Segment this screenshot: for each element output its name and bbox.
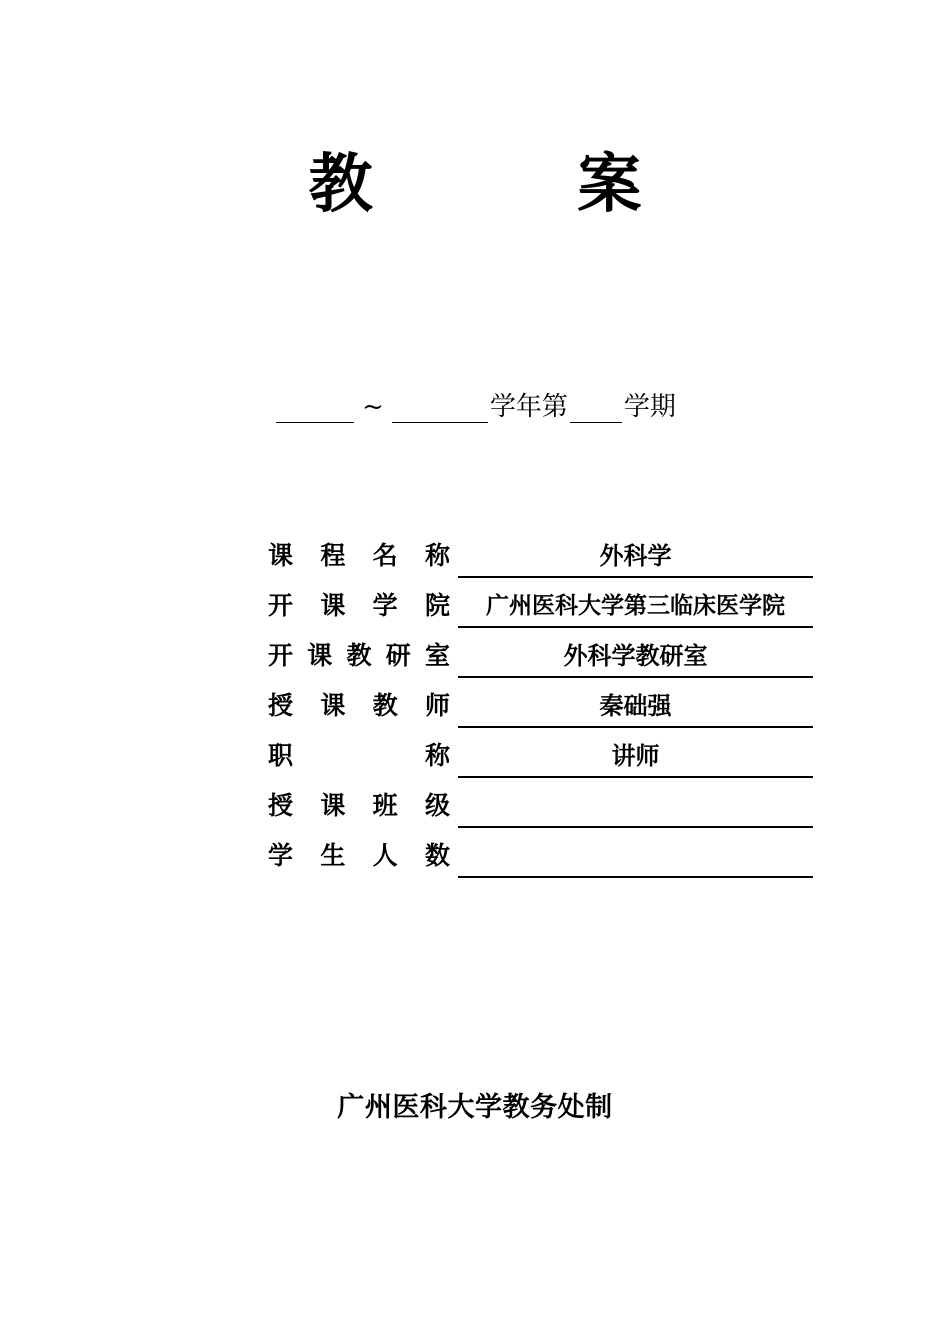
- page-title: 教 案: [308, 147, 667, 222]
- field-label-class: [268, 786, 458, 828]
- end-year-blank[interactable]: [392, 396, 488, 423]
- label-char: 学: [268, 841, 294, 870]
- field-row-teacher: [268, 678, 813, 728]
- label-char: 课: [320, 691, 346, 720]
- year-range-tilde: ~: [362, 392, 384, 422]
- label-char: 教: [372, 691, 398, 720]
- label-char: 人: [372, 841, 398, 870]
- field-row-college: [268, 578, 813, 628]
- field-value-student-count[interactable]: [458, 834, 813, 878]
- label-char: 数: [424, 841, 450, 870]
- label-char: 级: [424, 791, 450, 820]
- label-char: 职: [268, 741, 294, 770]
- label-char: 课: [268, 541, 294, 570]
- term-label: 学期: [623, 392, 676, 422]
- field-label-course-name: [268, 536, 458, 578]
- label-char: 名: [372, 541, 398, 570]
- label-char: 院: [424, 591, 450, 620]
- field-value-title[interactable]: 讲师: [458, 734, 813, 778]
- field-row-course-name: [268, 528, 813, 578]
- label-char: 师: [424, 691, 450, 720]
- field-label-student-count: [268, 836, 458, 878]
- start-year-blank[interactable]: [276, 396, 354, 423]
- field-label-college: [268, 586, 458, 628]
- field-value-course-name[interactable]: 外科学: [458, 534, 813, 578]
- field-row-class: [268, 778, 813, 828]
- term-number-blank[interactable]: [570, 396, 622, 423]
- field-row-title: [268, 728, 813, 778]
- field-value-college[interactable]: 广州医科大学第三临床医学院: [458, 584, 813, 628]
- label-char: 称: [424, 541, 450, 570]
- label-char: 研: [385, 641, 411, 670]
- label-char: 学: [372, 591, 398, 620]
- field-label-teacher: [268, 686, 458, 728]
- field-row-department: [268, 628, 813, 678]
- label-char: 称: [424, 741, 450, 770]
- label-char: 开: [268, 591, 294, 620]
- label-char: 开: [268, 641, 294, 670]
- issuing-office: 广州医科大学教务处制: [337, 1092, 613, 1123]
- field-value-class[interactable]: [458, 784, 813, 828]
- field-label-title: [268, 736, 458, 778]
- field-label-department: [268, 636, 458, 678]
- academic-year-line: [0, 386, 950, 423]
- label-char: 教: [346, 641, 372, 670]
- label-char: 课: [307, 641, 333, 670]
- label-char: 课: [320, 591, 346, 620]
- label-char: 课: [320, 791, 346, 820]
- academic-year-label: 学年第: [489, 392, 568, 422]
- label-char: 班: [372, 791, 398, 820]
- label-char: 授: [268, 691, 294, 720]
- field-row-student-count: [268, 828, 813, 878]
- label-char: 生: [320, 841, 346, 870]
- label-char: 授: [268, 791, 294, 820]
- label-char: 程: [320, 541, 346, 570]
- field-value-teacher[interactable]: 秦础强: [458, 684, 813, 728]
- field-value-department[interactable]: 外科学教研室: [458, 634, 813, 678]
- field-table: [268, 528, 813, 878]
- label-char: 室: [424, 641, 450, 670]
